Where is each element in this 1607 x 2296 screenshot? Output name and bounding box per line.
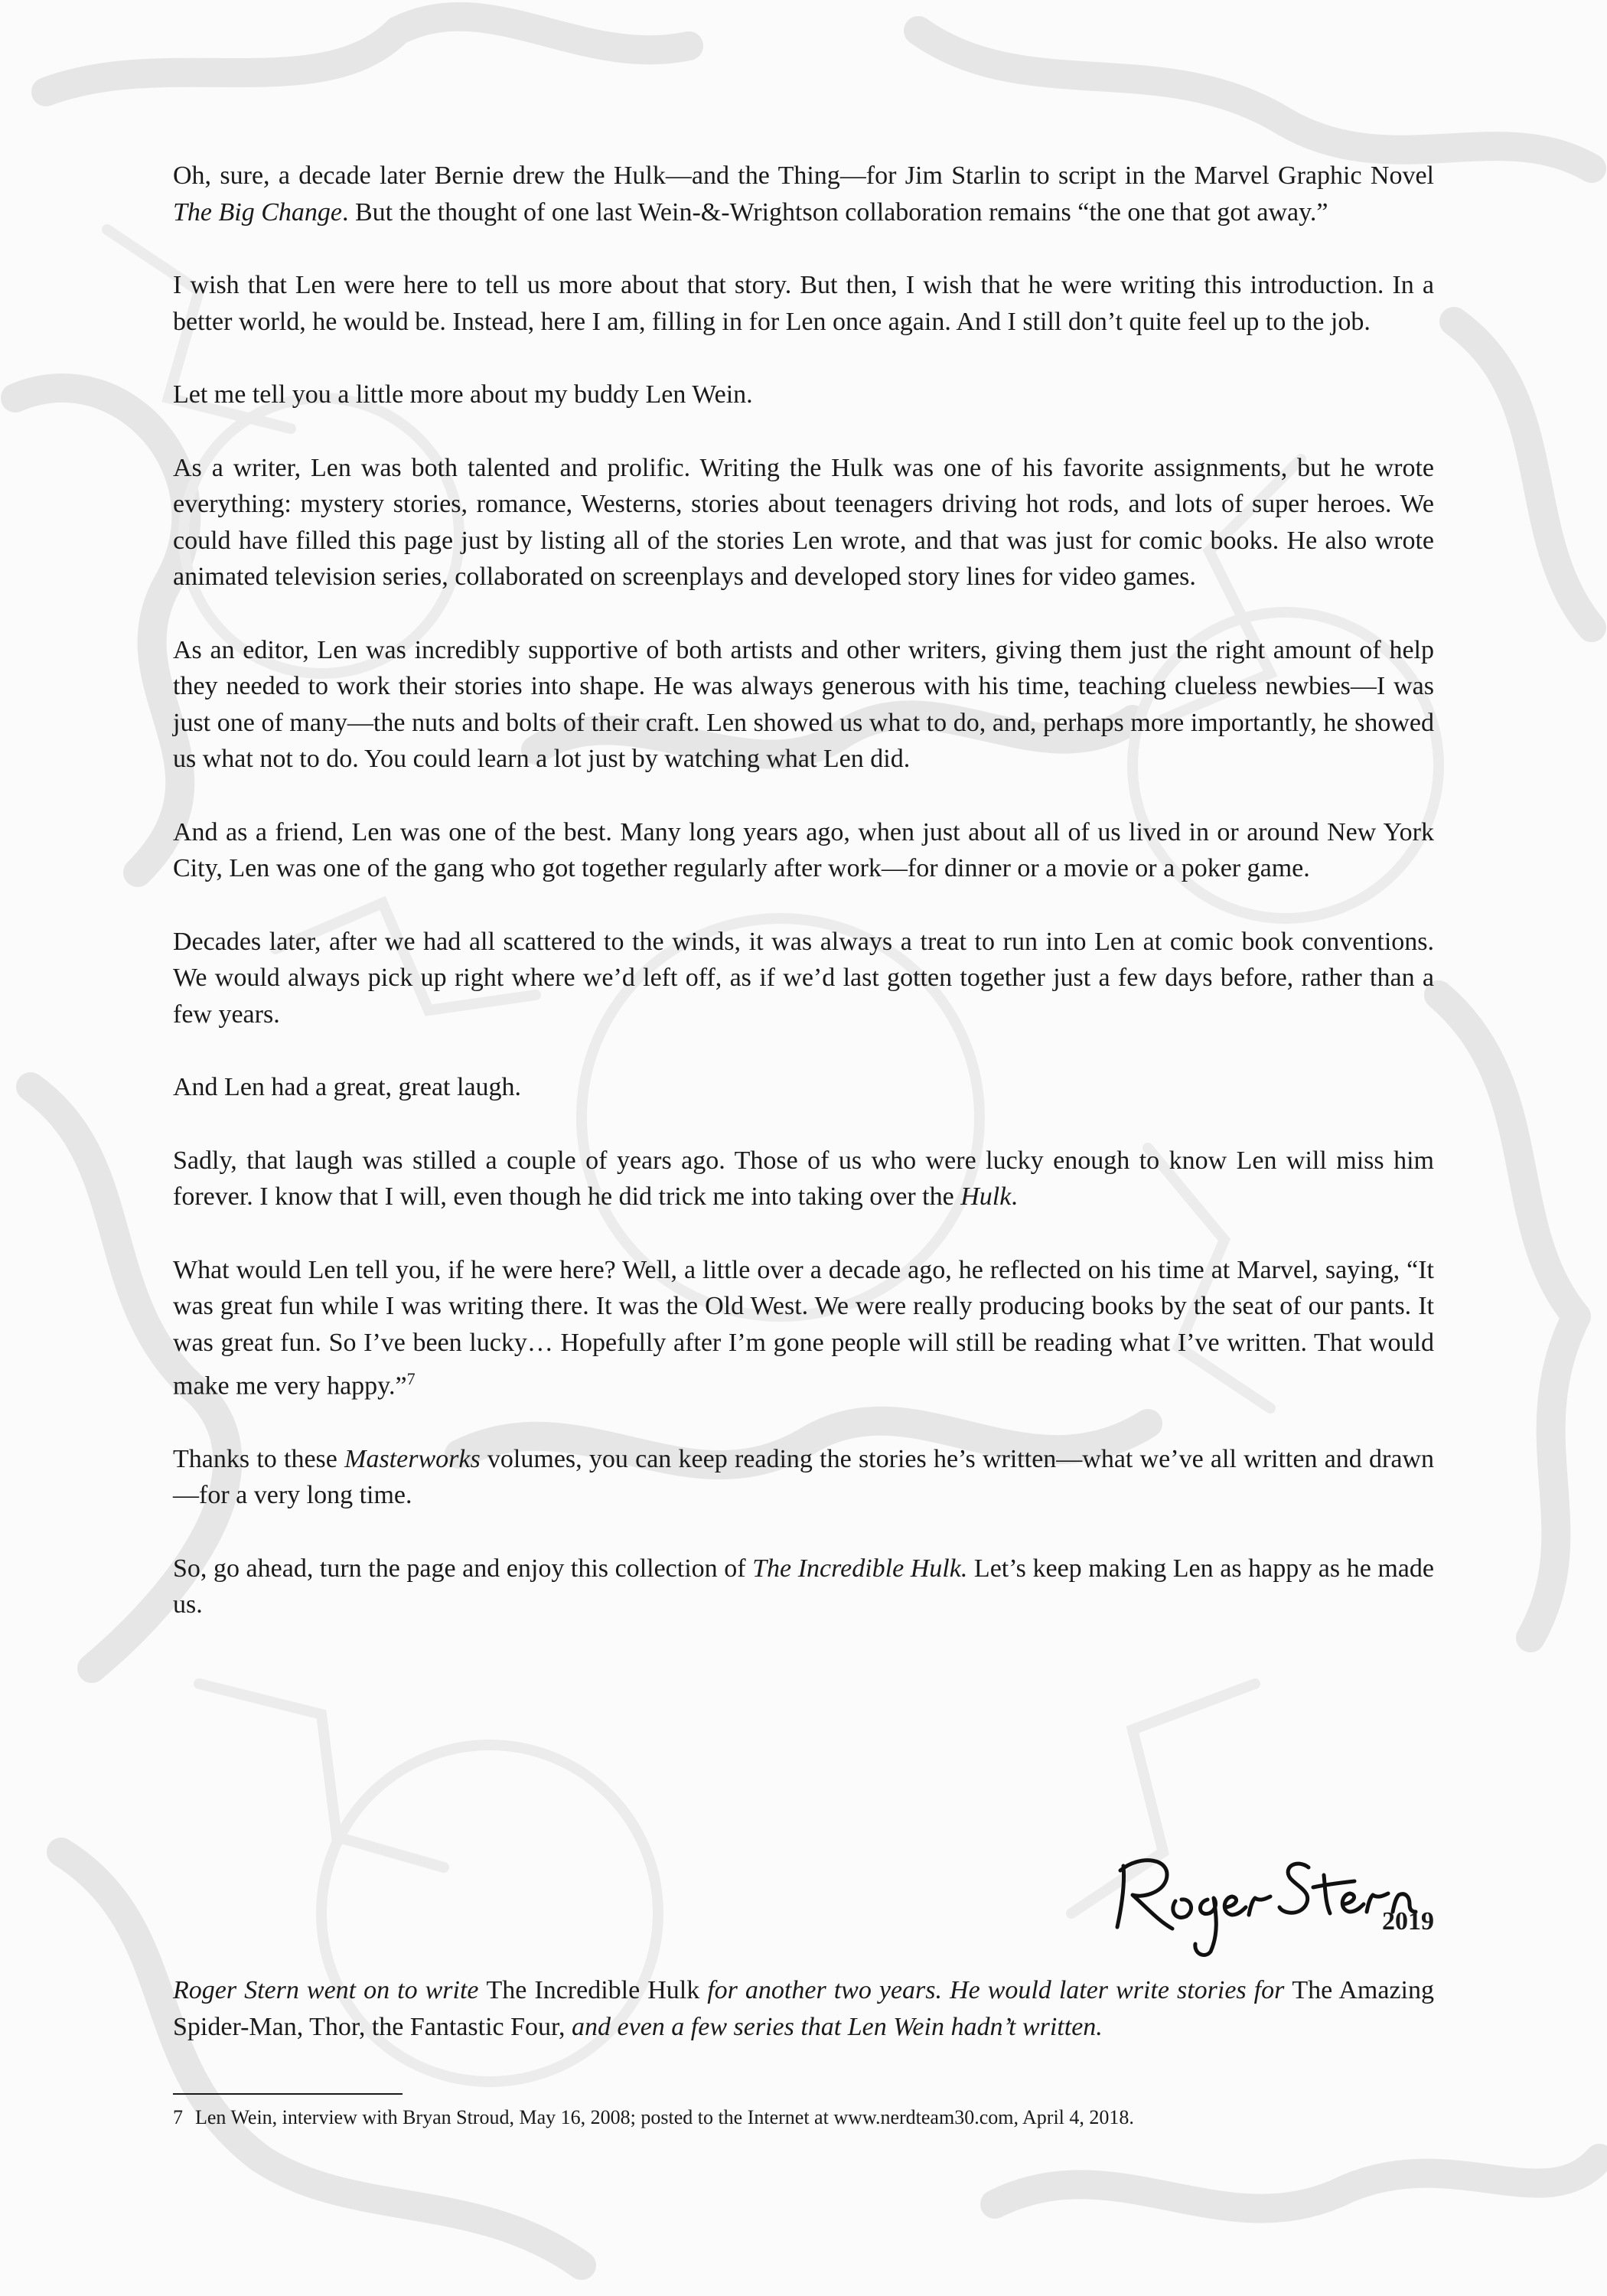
footnote-number: 7 — [173, 2106, 183, 2128]
paragraph-italic: The Incredible Hulk. — [752, 1554, 968, 1583]
footnote-reference: 7 — [406, 1369, 416, 1388]
bio-italic: for another two years. He would later write stories for — [699, 1976, 1292, 2004]
paragraph: Sadly, that laugh was stilled a couple of years ago. Those of us who were lucky enough to know Len will miss him forever. I know that I will, even though he did trick me into taking over the Hulk. — [173, 1146, 1434, 1211]
author-bio: Roger Stern went on to write The Incredible Hulk for another two years. He would later write stories for The Amazing Spider-Man, Thor, the Fantastic Four, and even a few series that Len Wein hadn’t written. — [173, 1976, 1434, 2041]
paragraph-italic: Masterworks — [344, 1444, 481, 1473]
bio-italic: Roger Stern went on to write — [173, 1976, 487, 2004]
signature-block — [1102, 1837, 1439, 1959]
paragraph: Oh, sure, a decade later Bernie drew the Hulk—and the Thing—for Jim Starlin to script in the Marvel Graphic Novel The Big Change. But the thought of one last Wein-&-Wrightson collaboration remains “the one that got away.” — [173, 161, 1434, 227]
paragraph: And Len had a great, great laugh. — [173, 1073, 522, 1101]
footnote-divider — [173, 2093, 403, 2095]
paragraph: What would Len tell you, if he were here? Well, a little over a decade ago, he reflected on his time at Marvel, saying, “It was great fun while I was writing there. It was the Old West. We were really producing books by the seat of our pants. It was great fun. So I’ve been lucky… Hopefully after I’m gone people will still be reading what I’ve written. That would make me very happy.”$^7$ — [173, 1255, 1434, 1401]
bio-italic: and even a few series that Len Wein hadn’t written. — [565, 2012, 1103, 2041]
footnote-text: Len Wein, interview with Bryan Stroud, May 16, 2008; posted to the Internet at www.nerdteam30.com, April 4, 2018. — [195, 2106, 1134, 2128]
paragraph: Decades later, after we had all scattered to the winds, it was always a treat to run into Len at comic book conventions. We would always pick up right where we’d left off, as if we’d last gotten together just a few days before, rather than a few years. — [173, 927, 1434, 1029]
signature-year: 2019 — [1382, 1907, 1434, 1936]
footnote — [173, 2105, 1443, 2131]
paragraph-italic: Hulk — [960, 1182, 1012, 1211]
paragraph: As an editor, Len was incredibly supportive of both artists and other writers, giving them just the right amount of help they needed to work their stories into shape. He was always generous with his time, teaching clueless newbies—I was just one of many—the nuts and bolts of their craft. Len showed us what to do, and, perhaps more importantly, he showed us what not to do. You could learn a lot just by watching what Len did. — [173, 635, 1434, 773]
signature-image — [1102, 1837, 1439, 1959]
paragraph: Let me tell you a little more about my buddy Len Wein. — [173, 380, 753, 409]
paragraph: As a writer, Len was both talented and prolific. Writing the Hulk was one of his favorite assignments, but he wrote everything: mystery stories, romance, Westerns, stories about teenagers driving hot rods, and lots of super heroes. We could have filled this page just by listing all of the stories Len wrote, and that was just for comic books. He also wrote animated television series, collaborated on screenplays and developed story lines for video games. — [173, 453, 1434, 591]
body-text — [173, 158, 1434, 1623]
paragraph: Thanks to these Masterworks volumes, you can keep reading the stories he’s written—what we’ve all written and drawn—for a very long time. — [173, 1444, 1434, 1510]
paragraph: And as a friend, Len was one of the best. Many long years ago, when just about all of us lived in or around New York City, Len was one of the gang who got together regularly after work—for dinner or a movie or a poker game. — [173, 817, 1434, 882]
paragraph: I wish that Len were here to tell us more about that story. But then, I wish that he were writing this introduction. In a better world, he would be. Instead, here I am, filling in for Len once again. And I still don’t quite feel up to the job. — [173, 271, 1434, 336]
paragraph: So, go ahead, turn the page and enjoy this collection of The Incredible Hulk. Let’s keep making Len as happy as he made us. — [173, 1554, 1434, 1619]
paragraph-italic: The Big Change — [173, 197, 342, 227]
